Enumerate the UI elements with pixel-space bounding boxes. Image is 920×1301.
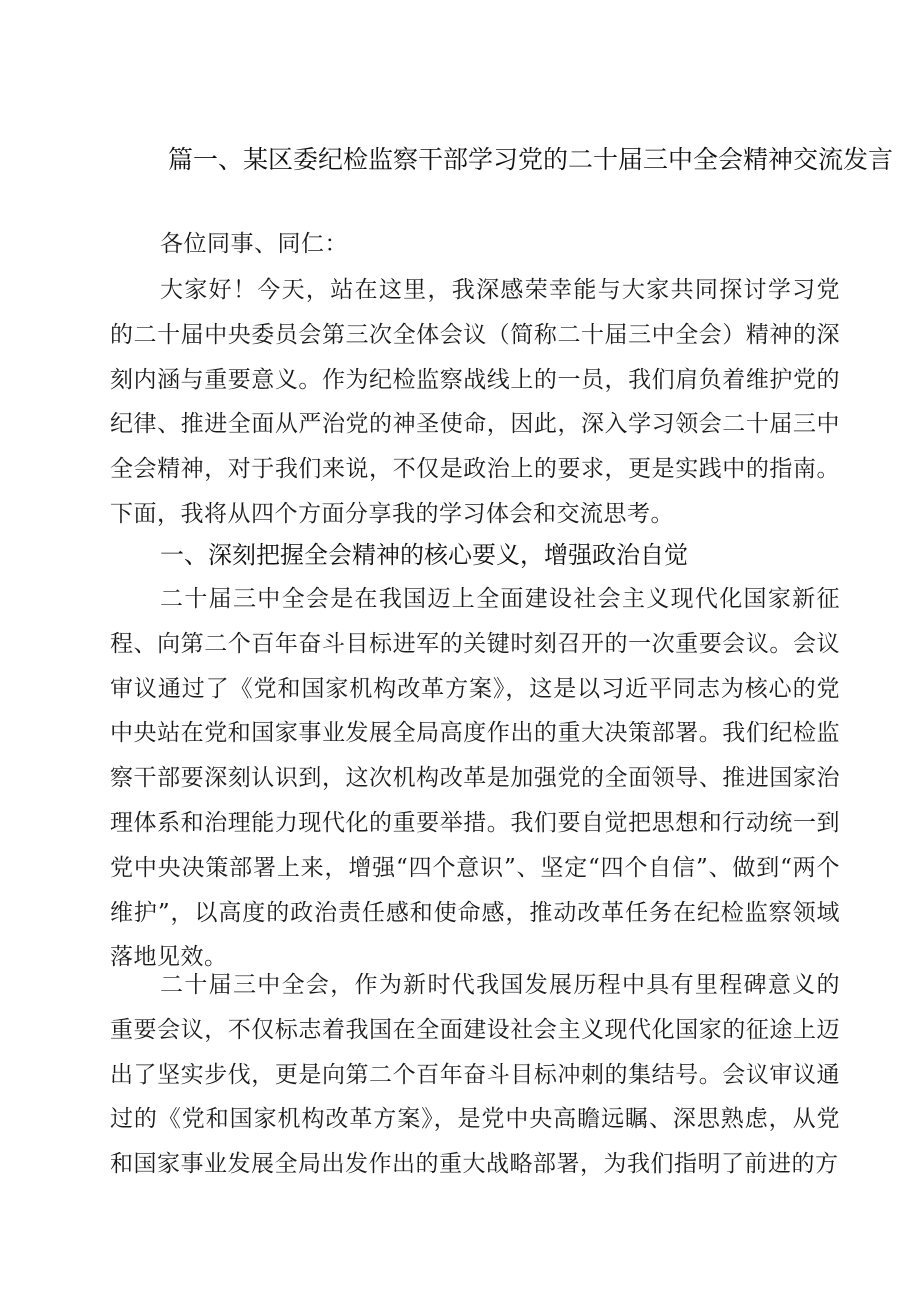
salutation bbox=[110, 222, 840, 267]
document-title: 篇一、某区委纪检监察干部学习党的二十届三中全会精神交流发言 bbox=[168, 145, 894, 174]
paragraph-section1-1: 二十届三中全会是在我国迈上全面建设社会主义现代化国家新征程、向第二个百年奋斗目标进军的关键时刻召开的一次重要会议。会议审议通过了《党和国家机构改革方案》，这是以习近平同志为核心的党中央站在党和国家事业发展全局高度作出的重大决策部署。我们纪检监察干部要深刻认识到，这次机构改革是加强党的全面领导、推进国家治理体系和治理能力现代化的重要举措。我们要自觉把思想和行动统一到党中央决策部署上来，增强“四个意识”、坚定“四个自信”、做到“两个维护”，以高度的政治责任感和使命感，推动改革任务在纪检监察领域落地见效。 bbox=[110, 586, 840, 971]
paragraph-section1-2: 二十届三中全会，作为新时代我国发展历程中具有里程碑意义的重要会议，不仅标志着我国在全面建设社会主义现代化国家的征途上迈出了坚实步伐，更是向第二个百年奋斗目标冲刺的集结号。会议审议通过的《党和国家机构改革方案》，是党中央高瞻远瞩、深思熟虑，从党和国家事业发展全局出发作出的重大战略部署，为我们指明了前进的方 bbox=[110, 972, 840, 1178]
paragraph-intro: 大家好！今天，站在这里，我深感荣幸能与大家共同探讨学习党的二十届中央委员会第三次全体会议（简称二十届三中全会）精神的深刻内涵与重要意义。作为纪检监察战线上的一员，我们肩负着维护党的纪律、推进全面从严治党的神圣使命，因此，深入学习领会二十届三中全会精神，对于我们来说，不仅是政治上的要求，更是实践中的指南。下面，我将从四个方面分享我的学习体会和交流思考。 bbox=[110, 277, 840, 527]
section-heading-1: 一、深刻把握全会精神的核心要义，增强政治自觉 bbox=[160, 541, 688, 569]
salutation-text: 各位同事、同仁： bbox=[160, 231, 348, 257]
